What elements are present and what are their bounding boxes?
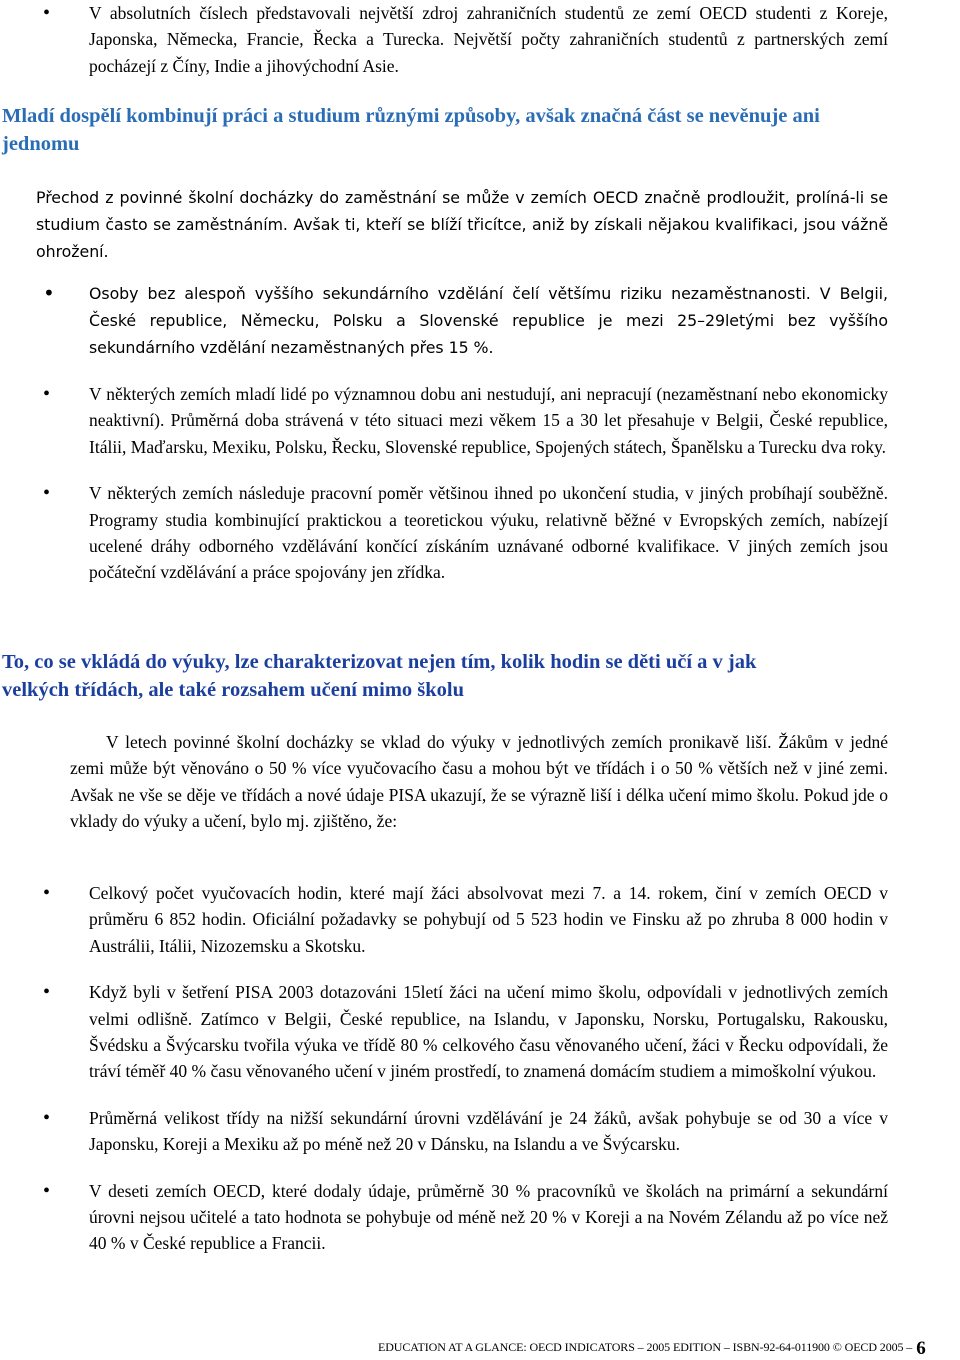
learning-inputs-intro-paragraph: V letech povinné školní docházky se vklad do výuky v jednotlivých zemích pronikavě liší. Žákům v jedné zemi může být věnováno o 50 % více vyučovacího času a mohou být ve třídách i o 50 % větších než v jiné zemi. Avšak ne vše se děje ve třídách a nové údaje PISA ukazují, že se výrazně liší i délka učení mimo školu. Pokud jde o vklady do výuky a učení, bylo mj. zjištěno, že: xyxy=(70,732,888,832)
section-heading-young-adults: Mladí dospělí kombinují práci a studium různými způsoby, avšak značná část se nevěnuje ani jednomu xyxy=(2,105,820,155)
top-bullet-list xyxy=(0,0,960,79)
list-item: • Průměrná velikost třídy na nižší sekundární úrovni vzdělávání je 24 žáků, avšak pohybuje se od 30 a více v Japonsku, Koreji a Mexiku až po méně než 20 v Dánsku, na Islandu a ve Švýcarsku. xyxy=(0,1105,960,1158)
list-item: • V absolutních číslech představovali největší zdroj zahraničních studentů ze zemí OECD studenti z Koreje, Japonska, Německa, Francie, Řecka a Turecka. Největší počty zahraničních studentů z partnerských zemí pocházejí z Číny, Indie a jihovýchodní Asie. xyxy=(0,0,960,79)
learning-inputs-bullet-list xyxy=(0,880,960,1277)
section-young-adults xyxy=(36,184,888,265)
list-item: • V některých zemích mladí lidé po významnou dobu ani nestudují, ani nepracují (nezaměstnaní nebo ekonomicky neaktivní). Průměrná doba strávená v této situaci mezi věkem 15 a 30 let přesahuje v Belgii, České republice, Itálii, Maďarsku, Mexiku, Polsku, Řecku, Slovenské republice, Spojených státech, Španělsku a Turecku dva roky. xyxy=(0,381,960,460)
list-item: • Když byli v šetření PISA 2003 dotazováni 15letí žáci na učení mimo školu, odpovídali v jednotlivých zemích velmi odlišně. Zatímco v Belgii, České republice, na Islandu, v Japonsku, Norsku, Portugalsku, Rakousku, Švédsku a Švýcarsku tvořila výuka ve třídě 80 % celkového času věnovaného učení, žáci v Řecku odpovídali, že tráví téměř 40 % času věnovaného učení v jiném prostředí, to znamená domácím studiem a mimoškolní výukou. xyxy=(0,979,960,1085)
young-adults-bullet-list xyxy=(0,280,960,606)
section-intro-paragraph: Přechod z povinné školní docházky do zaměstnání se může v zemích OECD značně prodloužit, prolíná-li se studium často se zaměstnáním. Avšak ti, kteří se blíží třicítce, aniž by získali nějakou kvalifikaci, jsou vážně ohrožení. xyxy=(36,188,888,261)
list-item: • Osoby bez alespoň vyššího sekundárního vzdělání čelí většímu riziku nezaměstnanosti. V Belgii, České republice, Německu, Polsku a Slovenské republice je mezi 25–29letými bez vyššího sekundárního vzdělání nezaměstnaných přes 15 %. xyxy=(0,280,960,361)
list-item: • V některých zemích následuje pracovní poměr většinou ihned po ukončení studia, v jiných probíhají souběžně. Programy studia kombinující praktickou a teoretickou výuku, relativně běžné v Evropských zemích, nabízejí ucelené dráhy odborného vzdělávání končící získáním uznávané odborné kvalifikace. V jiných zemích jsou počáteční vzdělávání a práce spojovány jen zřídka. xyxy=(0,480,960,586)
footer-citation: EDUCATION AT A GLANCE: OECD INDICATORS – 2005 EDITION – ISBN-92-64-011900 © OECD 2005 – xyxy=(378,1340,913,1354)
section-heading-learning-inputs: To, co se vkládá do výuky, lze charakterizovat nejen tím, kolik hodin se děti učí a v jak velkých třídách, ale také rozsahem učení mimo školu xyxy=(2,651,757,701)
list-item: • V deseti zemích OECD, které dodaly údaje, průměrně 30 % pracovníků ve školách na primární a sekundární úrovni nejsou učitelé a tato hodnota se pohybuje od méně než 20 % v Koreji a na Novém Zélandu až po více než 40 % v České republice a Francii. xyxy=(0,1178,960,1257)
page-number: 6 xyxy=(916,1338,926,1359)
page-footer xyxy=(378,1338,958,1359)
list-item: • Celkový počet vyučovacích hodin, které mají žáci absolvovat mezi 7. a 14. rokem, činí v zemích OECD v průměru 6 852 hodin. Oficiální požadavky se pohybují od 5 523 hodin ve Finsku až po zhruba 8 000 hodin v Austrálii, Itálii, Nizozemsku a Skotsku. xyxy=(0,880,960,959)
